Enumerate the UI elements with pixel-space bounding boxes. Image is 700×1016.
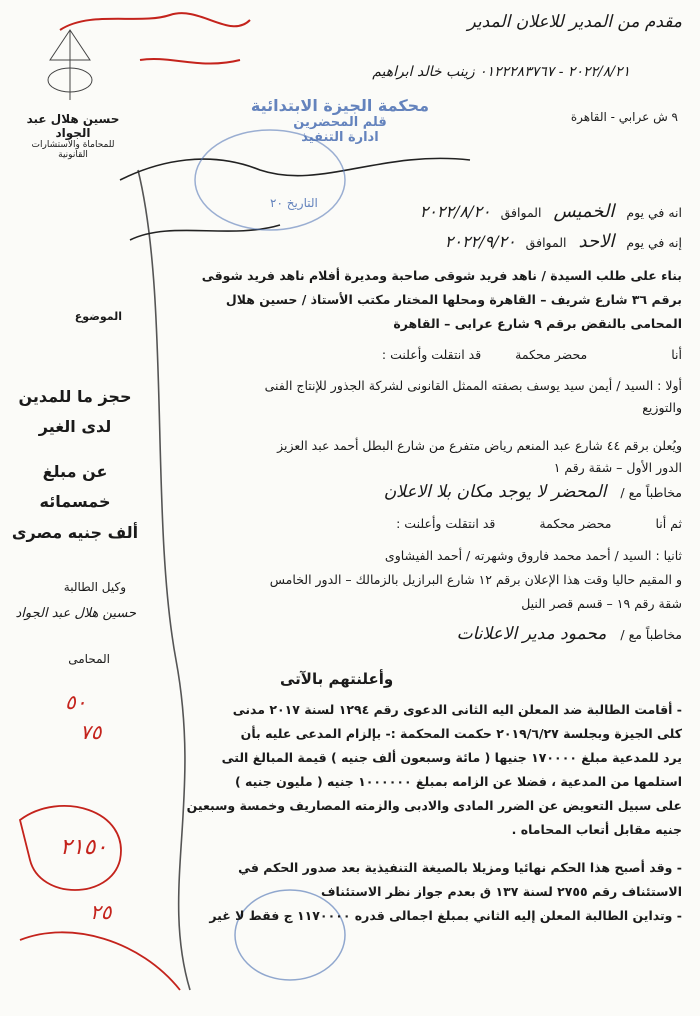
- office-subtitle: للمحاماة والاستشارات القانونية: [31, 140, 115, 160]
- moved-1-court: محضر محكمة: [515, 347, 588, 362]
- moved-line-1: [382, 345, 682, 365]
- party-one-line-5: [384, 482, 682, 503]
- office-name: حسين هلال عبد الجواد: [26, 112, 120, 140]
- date-line-1: [420, 202, 682, 223]
- notice-line-1: - أقامت الطالبة ضد المعلن اليه الثانى الدعوى رقم ١٢٩٤ لسنة ٢٠١٧ مدنى: [232, 702, 682, 717]
- notice2-line-1: - وقد أصبح هذا الحكم نهائيا ومزيلا بالصيغة التنفيذية بعد صدور الحكم في: [238, 860, 682, 875]
- intro-line-3: المحامى بالنقض برقم ٩ شارع عرابى – القاهرة: [393, 316, 682, 331]
- party-one-line-4: الدور الأول – شقة رقم ١: [553, 460, 682, 475]
- notice-line-5: على سبيل التعويض عن الضرر المادى والادبى والزمته المصاريف وخمسة وسبعين: [186, 798, 682, 813]
- party-two-line-2: و المقيم حاليا وقت هذا الإعلان برقم ١٢ شارع البرازيل بالزمالك – الدور الخامس: [269, 572, 682, 587]
- left-margin: [10, 0, 140, 1016]
- agent-signature: حسين هلال عبد الجواد: [15, 606, 136, 621]
- party-two-line-4: [457, 624, 682, 645]
- moved-2-prefix: ثم أنا: [655, 516, 682, 531]
- court-stamp-line-2: قلم المحضرين: [293, 115, 387, 130]
- court-stamp: [220, 96, 460, 145]
- stamp-date: التاريخ ٢٠: [270, 196, 318, 210]
- moved-2-text: قد انتقلت وأعلنت :: [396, 516, 496, 531]
- fee-note-2: ٧٥: [80, 720, 102, 744]
- date-line-1-label: انه في يوم: [626, 205, 682, 220]
- subject-block: [10, 382, 140, 548]
- date-line-2: [445, 232, 682, 253]
- party-one-addressee-label: مخاطباً مع /: [620, 485, 682, 500]
- notice-line-6: جنيه مقابل أتعاب المحاماه .: [511, 822, 682, 837]
- party-one-line-3: ويُعلن برقم ٤٤ شارع عبد المنعم رياض متفرع من شارع البطل أحمد عبد العزيز: [277, 438, 682, 453]
- date-line-1-day: الخميس: [553, 201, 615, 222]
- party-two-handwritten: محمود مدير الاعلانات: [456, 624, 607, 644]
- top-handwritten-note: مقدم من المدير للاعلان المدير: [467, 12, 682, 32]
- intro-line-2: برقم ٣٦ شارع شريف – القاهرة ومحلها المختار مكتب الأستاذ / حسين هلال: [225, 292, 682, 307]
- fee-note-3: ٢١٥٠: [60, 835, 108, 860]
- moved-1-prefix: أنا: [671, 347, 682, 362]
- fee-note-4: ٢٥: [90, 900, 112, 924]
- notice-title: وأعلنتهم بالآتى: [280, 670, 394, 688]
- party-two-line-1: ثانيا : السيد / أحمد محمد فاروق وشهرته / أحمد الفيشاوى: [384, 548, 682, 563]
- notice-line-2: كلى الجيزة وبجلسة ٢٠١٩/٦/٢٧ حكمت المحكمة :- بإلزام المدعى عليه بأن: [240, 726, 682, 741]
- top-handwritten-date: ٢٠٢٢/٨/٢١ - ٠١٢٢٢٨٣٧٦٧ زينب خالد ابراهيم: [372, 64, 630, 80]
- court-stamp-line-3: ادارة التنفيذ: [301, 130, 379, 145]
- notice2-line-2: الاستئناف رقم ٢٧٥٥ لسنة ١٣٧ ق بعدم جواز نظر الاستئناف: [321, 884, 682, 899]
- notice2-line-3: - وتداين الطالبة المعلن إليه الثاني بمبلغ اجمالى قدره ١١٧٠٠٠٠ ج فقط لا غير: [209, 908, 682, 923]
- office-address: ٩ ش عرابي - القاهرة: [570, 110, 678, 124]
- intro-line-1: بناء على طلب السيدة / ناهد فريد شوقى صاحبة ومديرة أفلام ناهد فريد شوقى: [201, 268, 682, 283]
- date-line-2-date: ٢٠٢٢/٩/٢٠: [444, 232, 516, 251]
- date-line-1-corresp: الموافق: [500, 205, 542, 220]
- moved-2-court: محضر محكمة: [539, 516, 612, 531]
- lawyer-label: المحامى: [68, 652, 110, 666]
- notice-line-3: يرد للمدعية مبلغ ١٧٠٠٠٠ جنيها ( مائة وسبعون ألف جنيه ) قيمة المبالغ التى: [221, 750, 682, 765]
- party-one-line-2: والتوزيع: [642, 400, 682, 415]
- subject-line-2: لدى الغير: [38, 417, 112, 437]
- agent-label: وكيل الطالبة: [63, 580, 126, 594]
- date-line-2-corresp: الموافق: [525, 235, 567, 250]
- fee-note-1: ٥٠: [65, 690, 87, 714]
- party-one-line-1: أولا : السيد / أيمن سيد يوسف بصفته الممثل القانونى لشركة الجذور للإنتاج الفنى: [264, 378, 682, 393]
- notice-line-4: استلمها من المدعية ، فضلا عن الزامه بمبلغ ١٠٠٠٠٠٠ جنيه ( مليون جنيه ): [234, 774, 682, 789]
- subject-label: الموضوع: [74, 310, 122, 323]
- court-stamp-line-1: محكمة الجيزة الابتدائية: [250, 96, 430, 115]
- party-two-addressee-label: مخاطباً مع /: [620, 627, 682, 642]
- subject-line-1: حجز ما للمدين: [18, 387, 132, 406]
- date-line-2-day: الاحد: [578, 231, 615, 252]
- date-line-1-date: ٢٠٢٢/٨/٢٠: [419, 202, 491, 221]
- party-one-handwritten: المحضر لا يوجد مكان بلا الاعلان: [383, 482, 607, 502]
- date-line-2-label: إنه في يوم: [626, 235, 682, 250]
- subject-line-3: عن مبلغ خمسمائه: [39, 461, 111, 512]
- moved-line-2: [396, 514, 682, 534]
- party-two-line-3: شقة رقم ١٩ – قسم قصر النيل: [521, 596, 682, 611]
- moved-1-text: قد انتقلت وأعلنت :: [381, 347, 482, 362]
- subject-line-4: ألف جنيه مصرى: [11, 522, 139, 542]
